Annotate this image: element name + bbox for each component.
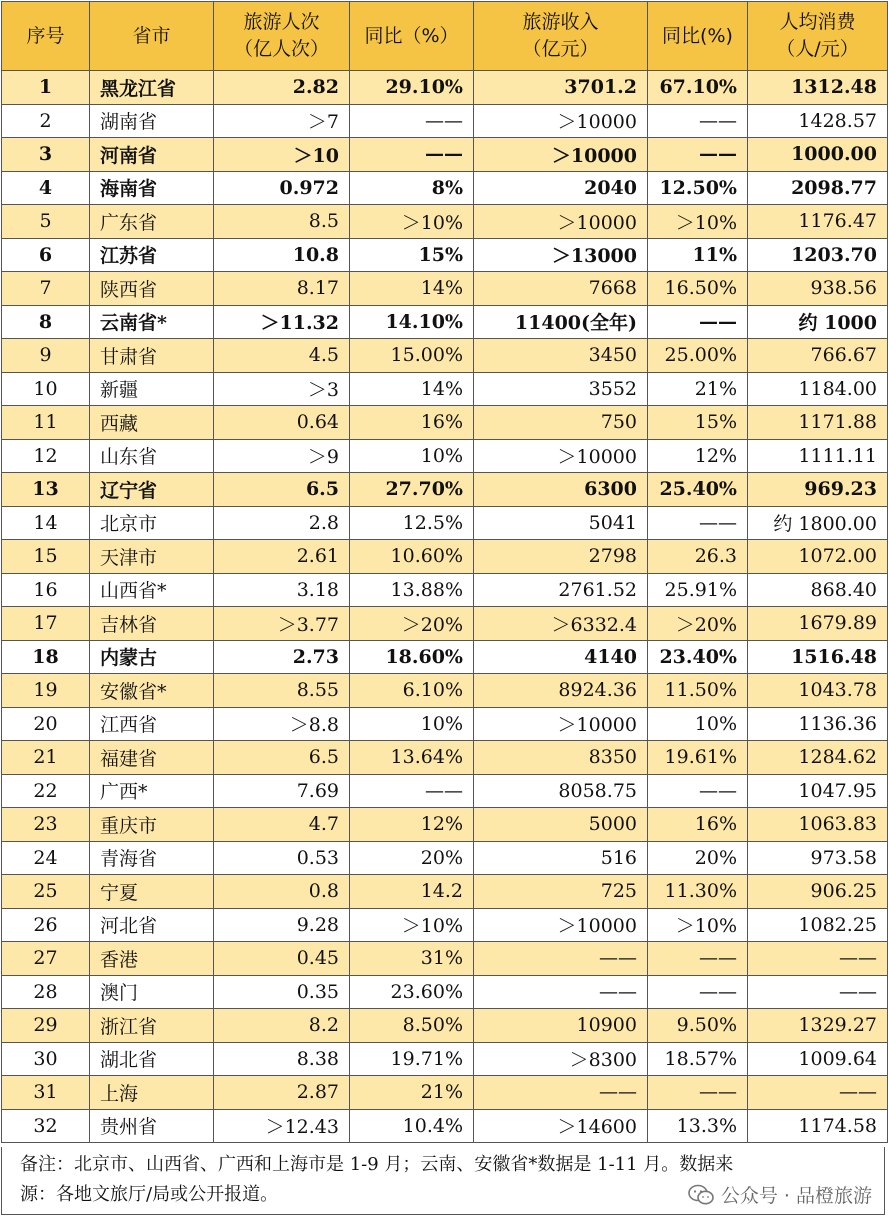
header-visitors: 旅游人次 （亿人次） [214, 2, 350, 71]
revenue-cell: 8924.36 [474, 674, 648, 708]
province-name: 浙江省 [90, 1009, 214, 1043]
revenue-yoy-cell: 11.50% [648, 674, 748, 708]
visitors-cell: ＞10 [214, 138, 350, 172]
row-index: 13 [2, 473, 90, 507]
revenue-cell: 3701.2 [474, 71, 648, 105]
visitors-yoy-cell: 20% [350, 841, 474, 875]
row-index: 17 [2, 607, 90, 641]
visitors-cell: ＞3.77 [214, 607, 350, 641]
table-row [2, 138, 888, 172]
per-capita-cell: 868.40 [748, 573, 888, 607]
row-index: 31 [2, 1076, 90, 1110]
visitors-yoy-cell: 29.10% [350, 71, 474, 105]
per-capita-cell: 约 1000 [748, 305, 888, 339]
revenue-cell: ＞10000 [474, 104, 648, 138]
revenue-cell: 4140 [474, 640, 648, 674]
revenue-yoy-cell: 12% [648, 439, 748, 473]
revenue-cell: ＞6332.4 [474, 607, 648, 641]
row-index: 26 [2, 908, 90, 942]
province-name: 安徽省* [90, 674, 214, 708]
province-name: 重庆市 [90, 808, 214, 842]
revenue-cell: ＞13000 [474, 238, 648, 272]
visitors-cell: ＞3 [214, 372, 350, 406]
watermark [687, 1181, 872, 1208]
revenue-yoy-cell: ＞20% [648, 607, 748, 641]
table-row [2, 1109, 888, 1143]
revenue-cell: 3450 [474, 339, 648, 373]
revenue-cell: 2798 [474, 540, 648, 574]
visitors-cell: 2.73 [214, 640, 350, 674]
revenue-yoy-cell: 18.57% [648, 1042, 748, 1076]
province-name: 贵州省 [90, 1109, 214, 1143]
visitors-cell: ＞9 [214, 439, 350, 473]
province-name: 内蒙古 [90, 640, 214, 674]
revenue-yoy-cell: —— [648, 942, 748, 976]
row-index: 10 [2, 372, 90, 406]
per-capita-cell: 1047.95 [748, 774, 888, 808]
table-row [2, 1009, 888, 1043]
province-name: 宁夏 [90, 875, 214, 909]
watermark-text: 公众号 · 品橙旅游 [720, 1185, 872, 1207]
revenue-yoy-cell: —— [648, 506, 748, 540]
row-index: 4 [2, 171, 90, 205]
visitors-cell: 0.45 [214, 942, 350, 976]
row-index: 24 [2, 841, 90, 875]
visitors-cell: ＞7 [214, 104, 350, 138]
per-capita-cell: 766.67 [748, 339, 888, 373]
row-index: 16 [2, 573, 90, 607]
revenue-cell: 5041 [474, 506, 648, 540]
visitors-cell: 4.7 [214, 808, 350, 842]
province-name: 陕西省 [90, 272, 214, 306]
per-capita-cell: 1171.88 [748, 406, 888, 440]
visitors-cell: 8.17 [214, 272, 350, 306]
table-row [2, 71, 888, 105]
row-index: 1 [2, 71, 90, 105]
per-capita-cell: 约 1800.00 [748, 506, 888, 540]
footnote-line-2: 源：各地文旅厅/局或公开报道。 [20, 1184, 279, 1205]
revenue-yoy-cell: 11.30% [648, 875, 748, 909]
table-row [2, 1042, 888, 1076]
row-index: 18 [2, 640, 90, 674]
province-name: 新疆 [90, 372, 214, 406]
revenue-yoy-cell: 11% [648, 238, 748, 272]
per-capita-cell: 1174.58 [748, 1109, 888, 1143]
province-name: 湖北省 [90, 1042, 214, 1076]
revenue-yoy-cell: —— [648, 774, 748, 808]
visitors-cell: ＞12.43 [214, 1109, 350, 1143]
table-row [2, 339, 888, 373]
visitors-yoy-cell: 10.60% [350, 540, 474, 574]
visitors-cell: 0.64 [214, 406, 350, 440]
table-row [2, 674, 888, 708]
province-name: 广东省 [90, 205, 214, 239]
visitors-cell: 0.972 [214, 171, 350, 205]
visitors-yoy-cell: 19.71% [350, 1042, 474, 1076]
revenue-cell: 11400(全年) [474, 305, 648, 339]
revenue-cell: —— [474, 975, 648, 1009]
province-name: 辽宁省 [90, 473, 214, 507]
table-row [2, 975, 888, 1009]
province-name: 黑龙江省 [90, 71, 214, 105]
visitors-cell: 6.5 [214, 741, 350, 775]
table-row [2, 439, 888, 473]
per-capita-cell: 1082.25 [748, 908, 888, 942]
visitors-yoy-cell: 14.2 [350, 875, 474, 909]
revenue-yoy-cell: 9.50% [648, 1009, 748, 1043]
per-capita-cell: 1284.62 [748, 741, 888, 775]
revenue-yoy-cell: 25.40% [648, 473, 748, 507]
visitors-cell: 8.55 [214, 674, 350, 708]
table-header [2, 2, 888, 71]
visitors-cell: 0.53 [214, 841, 350, 875]
table-row [2, 238, 888, 272]
revenue-yoy-cell: 25.91% [648, 573, 748, 607]
revenue-cell: ＞10000 [474, 138, 648, 172]
revenue-cell: ＞10000 [474, 707, 648, 741]
province-name: 云南省* [90, 305, 214, 339]
header-row [2, 2, 888, 71]
table-row [2, 774, 888, 808]
row-index: 21 [2, 741, 90, 775]
revenue-yoy-cell: —— [648, 975, 748, 1009]
province-name: 湖南省 [90, 104, 214, 138]
visitors-cell: 10.8 [214, 238, 350, 272]
revenue-yoy-cell: 12.50% [648, 171, 748, 205]
province-name: 河南省 [90, 138, 214, 172]
per-capita-cell: 1516.48 [748, 640, 888, 674]
revenue-cell: 5000 [474, 808, 648, 842]
per-capita-cell: 1063.83 [748, 808, 888, 842]
per-capita-cell: 1111.11 [748, 439, 888, 473]
revenue-yoy-cell: ＞10% [648, 205, 748, 239]
per-capita-cell: —— [748, 975, 888, 1009]
revenue-cell: 8350 [474, 741, 648, 775]
visitors-yoy-cell: 6.10% [350, 674, 474, 708]
table-row [2, 841, 888, 875]
table-row [2, 707, 888, 741]
revenue-yoy-cell: 26.3 [648, 540, 748, 574]
revenue-yoy-cell: 15% [648, 406, 748, 440]
per-capita-cell: 1184.00 [748, 372, 888, 406]
row-index: 20 [2, 707, 90, 741]
revenue-yoy-cell: 19.61% [648, 741, 748, 775]
revenue-yoy-cell: —— [648, 138, 748, 172]
row-index: 19 [2, 674, 90, 708]
visitors-cell: 7.69 [214, 774, 350, 808]
per-capita-cell: 1043.78 [748, 674, 888, 708]
table-row [2, 908, 888, 942]
visitors-cell: 4.5 [214, 339, 350, 373]
per-capita-cell: 1176.47 [748, 205, 888, 239]
visitors-cell: 3.18 [214, 573, 350, 607]
row-index: 29 [2, 1009, 90, 1043]
revenue-cell: 2040 [474, 171, 648, 205]
per-capita-cell: 1136.36 [748, 707, 888, 741]
visitors-cell: 6.5 [214, 473, 350, 507]
revenue-yoy-cell: 16.50% [648, 272, 748, 306]
visitors-yoy-cell: 27.70% [350, 473, 474, 507]
per-capita-cell: 1203.70 [748, 238, 888, 272]
revenue-yoy-cell: 13.3% [648, 1109, 748, 1143]
table-row [2, 205, 888, 239]
visitors-cell: 2.82 [214, 71, 350, 105]
visitors-yoy-cell: —— [350, 774, 474, 808]
visitors-cell: 8.5 [214, 205, 350, 239]
revenue-cell: 3552 [474, 372, 648, 406]
province-name: 澳门 [90, 975, 214, 1009]
visitors-yoy-cell: 23.60% [350, 975, 474, 1009]
revenue-cell: —— [474, 1076, 648, 1110]
province-name: 吉林省 [90, 607, 214, 641]
table-row [2, 506, 888, 540]
row-index: 27 [2, 942, 90, 976]
per-capita-cell: 973.58 [748, 841, 888, 875]
row-index: 11 [2, 406, 90, 440]
table-row [2, 1076, 888, 1110]
visitors-yoy-cell: 14.10% [350, 305, 474, 339]
visitors-yoy-cell: 13.88% [350, 573, 474, 607]
province-name: 青海省 [90, 841, 214, 875]
visitors-yoy-cell: 10.4% [350, 1109, 474, 1143]
revenue-cell: ＞8300 [474, 1042, 648, 1076]
visitors-yoy-cell: 15.00% [350, 339, 474, 373]
table-row [2, 741, 888, 775]
revenue-cell: 8058.75 [474, 774, 648, 808]
row-index: 15 [2, 540, 90, 574]
row-index: 8 [2, 305, 90, 339]
revenue-yoy-cell: 25.00% [648, 339, 748, 373]
visitors-cell: 2.87 [214, 1076, 350, 1110]
table-row [2, 808, 888, 842]
revenue-yoy-cell: 67.10% [648, 71, 748, 105]
table-row [2, 272, 888, 306]
revenue-yoy-cell: 10% [648, 707, 748, 741]
per-capita-cell: 969.23 [748, 473, 888, 507]
per-capita-cell: —— [748, 942, 888, 976]
visitors-yoy-cell: 8.50% [350, 1009, 474, 1043]
revenue-cell: 10900 [474, 1009, 648, 1043]
footnote-line-1: 备注：北京市、山西省、广西和上海市是 1-9 月；云南、安徽省*数据是 1-11 月。数据来 [20, 1154, 734, 1175]
table-row [2, 372, 888, 406]
per-capita-cell: 1329.27 [748, 1009, 888, 1043]
revenue-cell: ＞14600 [474, 1109, 648, 1143]
row-index: 3 [2, 138, 90, 172]
wechat-icon [687, 1184, 715, 1206]
visitors-yoy-cell: 10% [350, 439, 474, 473]
province-name: 西藏 [90, 406, 214, 440]
header-revenue-yoy: 同比(%) [648, 2, 748, 71]
revenue-cell: 725 [474, 875, 648, 909]
visitors-yoy-cell: 10% [350, 707, 474, 741]
row-index: 7 [2, 272, 90, 306]
visitors-cell: 8.2 [214, 1009, 350, 1043]
per-capita-cell: 938.56 [748, 272, 888, 306]
visitors-yoy-cell: ＞10% [350, 205, 474, 239]
visitors-yoy-cell: ＞20% [350, 607, 474, 641]
revenue-yoy-cell: —— [648, 104, 748, 138]
header-revenue: 旅游收入 （亿元） [474, 2, 648, 71]
visitors-yoy-cell: 14% [350, 272, 474, 306]
tourism-data-table [1, 1, 888, 1143]
row-index: 30 [2, 1042, 90, 1076]
revenue-yoy-cell: 16% [648, 808, 748, 842]
per-capita-cell: 1428.57 [748, 104, 888, 138]
row-index: 5 [2, 205, 90, 239]
row-index: 23 [2, 808, 90, 842]
table-row [2, 406, 888, 440]
province-name: 广西* [90, 774, 214, 808]
revenue-cell: ＞10000 [474, 908, 648, 942]
table-row [2, 473, 888, 507]
header-per-capita: 人均消费 （人/元） [748, 2, 888, 71]
per-capita-cell: 1312.48 [748, 71, 888, 105]
revenue-yoy-cell: —— [648, 305, 748, 339]
row-index: 32 [2, 1109, 90, 1143]
visitors-yoy-cell: 31% [350, 942, 474, 976]
visitors-cell: 0.8 [214, 875, 350, 909]
visitors-cell: 2.8 [214, 506, 350, 540]
table-row [2, 573, 888, 607]
row-index: 12 [2, 439, 90, 473]
per-capita-cell: —— [748, 1076, 888, 1110]
revenue-yoy-cell: 20% [648, 841, 748, 875]
revenue-yoy-cell: 21% [648, 372, 748, 406]
province-name: 上海 [90, 1076, 214, 1110]
visitors-cell: 9.28 [214, 908, 350, 942]
province-name: 天津市 [90, 540, 214, 574]
revenue-cell: 750 [474, 406, 648, 440]
province-name: 山西省* [90, 573, 214, 607]
header-index: 序号 [2, 2, 90, 71]
row-index: 9 [2, 339, 90, 373]
province-name: 海南省 [90, 171, 214, 205]
per-capita-cell: 906.25 [748, 875, 888, 909]
row-index: 6 [2, 238, 90, 272]
visitors-yoy-cell: —— [350, 138, 474, 172]
table-row [2, 540, 888, 574]
province-name: 河北省 [90, 908, 214, 942]
revenue-cell: 6300 [474, 473, 648, 507]
province-name: 江苏省 [90, 238, 214, 272]
visitors-yoy-cell: 13.64% [350, 741, 474, 775]
table-row [2, 305, 888, 339]
per-capita-cell: 1072.00 [748, 540, 888, 574]
row-index: 2 [2, 104, 90, 138]
table-row [2, 875, 888, 909]
header-province: 省市 [90, 2, 214, 71]
per-capita-cell: 1009.64 [748, 1042, 888, 1076]
visitors-yoy-cell: 14% [350, 372, 474, 406]
visitors-cell: 0.35 [214, 975, 350, 1009]
header-visitors-yoy: 同比（%） [350, 2, 474, 71]
table-row [2, 171, 888, 205]
province-name: 甘肃省 [90, 339, 214, 373]
revenue-cell: ＞10000 [474, 439, 648, 473]
revenue-cell: ＞10000 [474, 205, 648, 239]
row-index: 25 [2, 875, 90, 909]
table-row [2, 942, 888, 976]
visitors-yoy-cell: 12% [350, 808, 474, 842]
revenue-cell: —— [474, 942, 648, 976]
visitors-yoy-cell: 18.60% [350, 640, 474, 674]
visitors-cell: 2.61 [214, 540, 350, 574]
visitors-yoy-cell: 8% [350, 171, 474, 205]
row-index: 22 [2, 774, 90, 808]
visitors-yoy-cell: 16% [350, 406, 474, 440]
revenue-cell: 7668 [474, 272, 648, 306]
table-row [2, 104, 888, 138]
revenue-cell: 2761.52 [474, 573, 648, 607]
row-index: 28 [2, 975, 90, 1009]
visitors-cell: ＞8.8 [214, 707, 350, 741]
table-body [2, 71, 888, 1143]
table-row [2, 607, 888, 641]
row-index: 14 [2, 506, 90, 540]
visitors-yoy-cell: —— [350, 104, 474, 138]
table-row [2, 640, 888, 674]
per-capita-cell: 1679.89 [748, 607, 888, 641]
per-capita-cell: 1000.00 [748, 138, 888, 172]
revenue-cell: 516 [474, 841, 648, 875]
revenue-yoy-cell: ＞10% [648, 908, 748, 942]
visitors-yoy-cell: 21% [350, 1076, 474, 1110]
visitors-yoy-cell: 15% [350, 238, 474, 272]
visitors-yoy-cell: 12.5% [350, 506, 474, 540]
province-name: 江西省 [90, 707, 214, 741]
per-capita-cell: 2098.77 [748, 171, 888, 205]
revenue-yoy-cell: 23.40% [648, 640, 748, 674]
province-name: 福建省 [90, 741, 214, 775]
province-name: 香港 [90, 942, 214, 976]
province-name: 山东省 [90, 439, 214, 473]
visitors-cell: 8.38 [214, 1042, 350, 1076]
visitors-yoy-cell: ＞10% [350, 908, 474, 942]
visitors-cell: ＞11.32 [214, 305, 350, 339]
province-name: 北京市 [90, 506, 214, 540]
revenue-yoy-cell: —— [648, 1076, 748, 1110]
